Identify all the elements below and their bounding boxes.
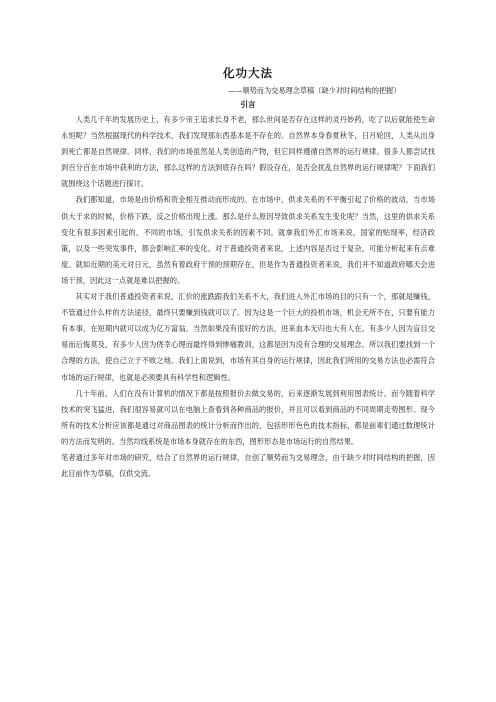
paragraph: 几十年前，人们在没有计算机的情况下都是按照报价去做交易的，后来逐渐发展到利用图表统计。而今随着科学技术的突飞猛进，我们很容易就可以在电脑上查看到各种商品的报价，并且可以看到商品的不同周期走势图形。现今所有的技术分析应该都是通过对商品图表的统计分析而作出的，包括形形色色的技术指标，都是前辈们通过数理统计的方法而发明的。当然均线系统是市场本身就存在的东西，图形形态是市场运行的自然结果。: [61, 388, 435, 446]
section-heading-introduction: 引言: [240, 100, 256, 109]
paragraph: 笔者通过多年对市场的研究，结合了自然界的运行规律，自创了顺势而为交易理念，由于缺少对时间结构的把握，因此目前作为草稿，仅供交流。: [61, 452, 435, 479]
paragraph: 人类几千年的发展历史上，有多少帝王追求长身不老，那么世间是否存在这样的灵丹妙药，吃了以后就能使生命永恒呢？当然根据现代的科学技术，我们发现那东西基本是不存在的。自然界本身春夏秋冬，日月轮回，人类从出身到死亡都是自然规律。同样，我们的市场虽然是人类创造的产物，但它同样遵循自然界的运行规律。很多人都尝试找到百分百在市场中获利的方法，那么这样的方法到底存在吗？假设存在，是否会扰乱自然界的运行规律呢？下面我们就围绕这个话题进行探讨。: [61, 115, 435, 189]
document-title: 化功大法: [223, 66, 273, 80]
paragraph: 其实对于我们普通投资者来说，汇价的涨跌跟我们关系不大，我们进入外汇市场的目的只有一个，那就是赚钱，不管通过什么样的方法途径，最终只要赚到钱就可以了。因为这是一个巨大的投机市场，机会无所不在，只要有能力有本事，在短期内就可以成为亿万富翁。当然如果没有很好的方法，进来血本无归也大有人在。有多少人因为盲目交易而后悔莫及，有多少人因为侥幸心理而最终得到惨痛教训，这都是因为没有合理的交易理念。所以我们要找到一个合理的方法，使自己立于不败之地。我们上面说到，市场有其自身的运行规律，因此我们所用的交易方法也必需符合市场的运行规律，也就是必须要具有科学性和逻辑性。: [61, 292, 435, 382]
document-body: [61, 112, 435, 482]
paragraph: 我们都知道，市场是由价格和资金相互推动而形成的。在市场中，供求关系的不平衡引起了价格的波动，当市场供大于求的时候，价格下跌，反之价格出现上涨。那么是什么原因导致供求关系发生变化呢？当然，这里的供求关系变化有很多因素引起的，不同的市场，引发供求关系的因素不同。就拿我们外汇市场来说，国家的贴现率，经济政策，以及一些突发事件，都会影响汇率的变化。对于普通投资者来说，上述内容是否过于复杂，可能分析起来有点难度。就如近期的美元对日元，虽然有着政府干预的预期存在，但是作为普通投资者来说，我们并不知道政府哪天会进场干预，因此这一点就是难以把握的。: [61, 195, 435, 285]
document-subtitle: ——顺势而为交易理念草稿（缺少对时间结构的把握）: [228, 86, 401, 95]
